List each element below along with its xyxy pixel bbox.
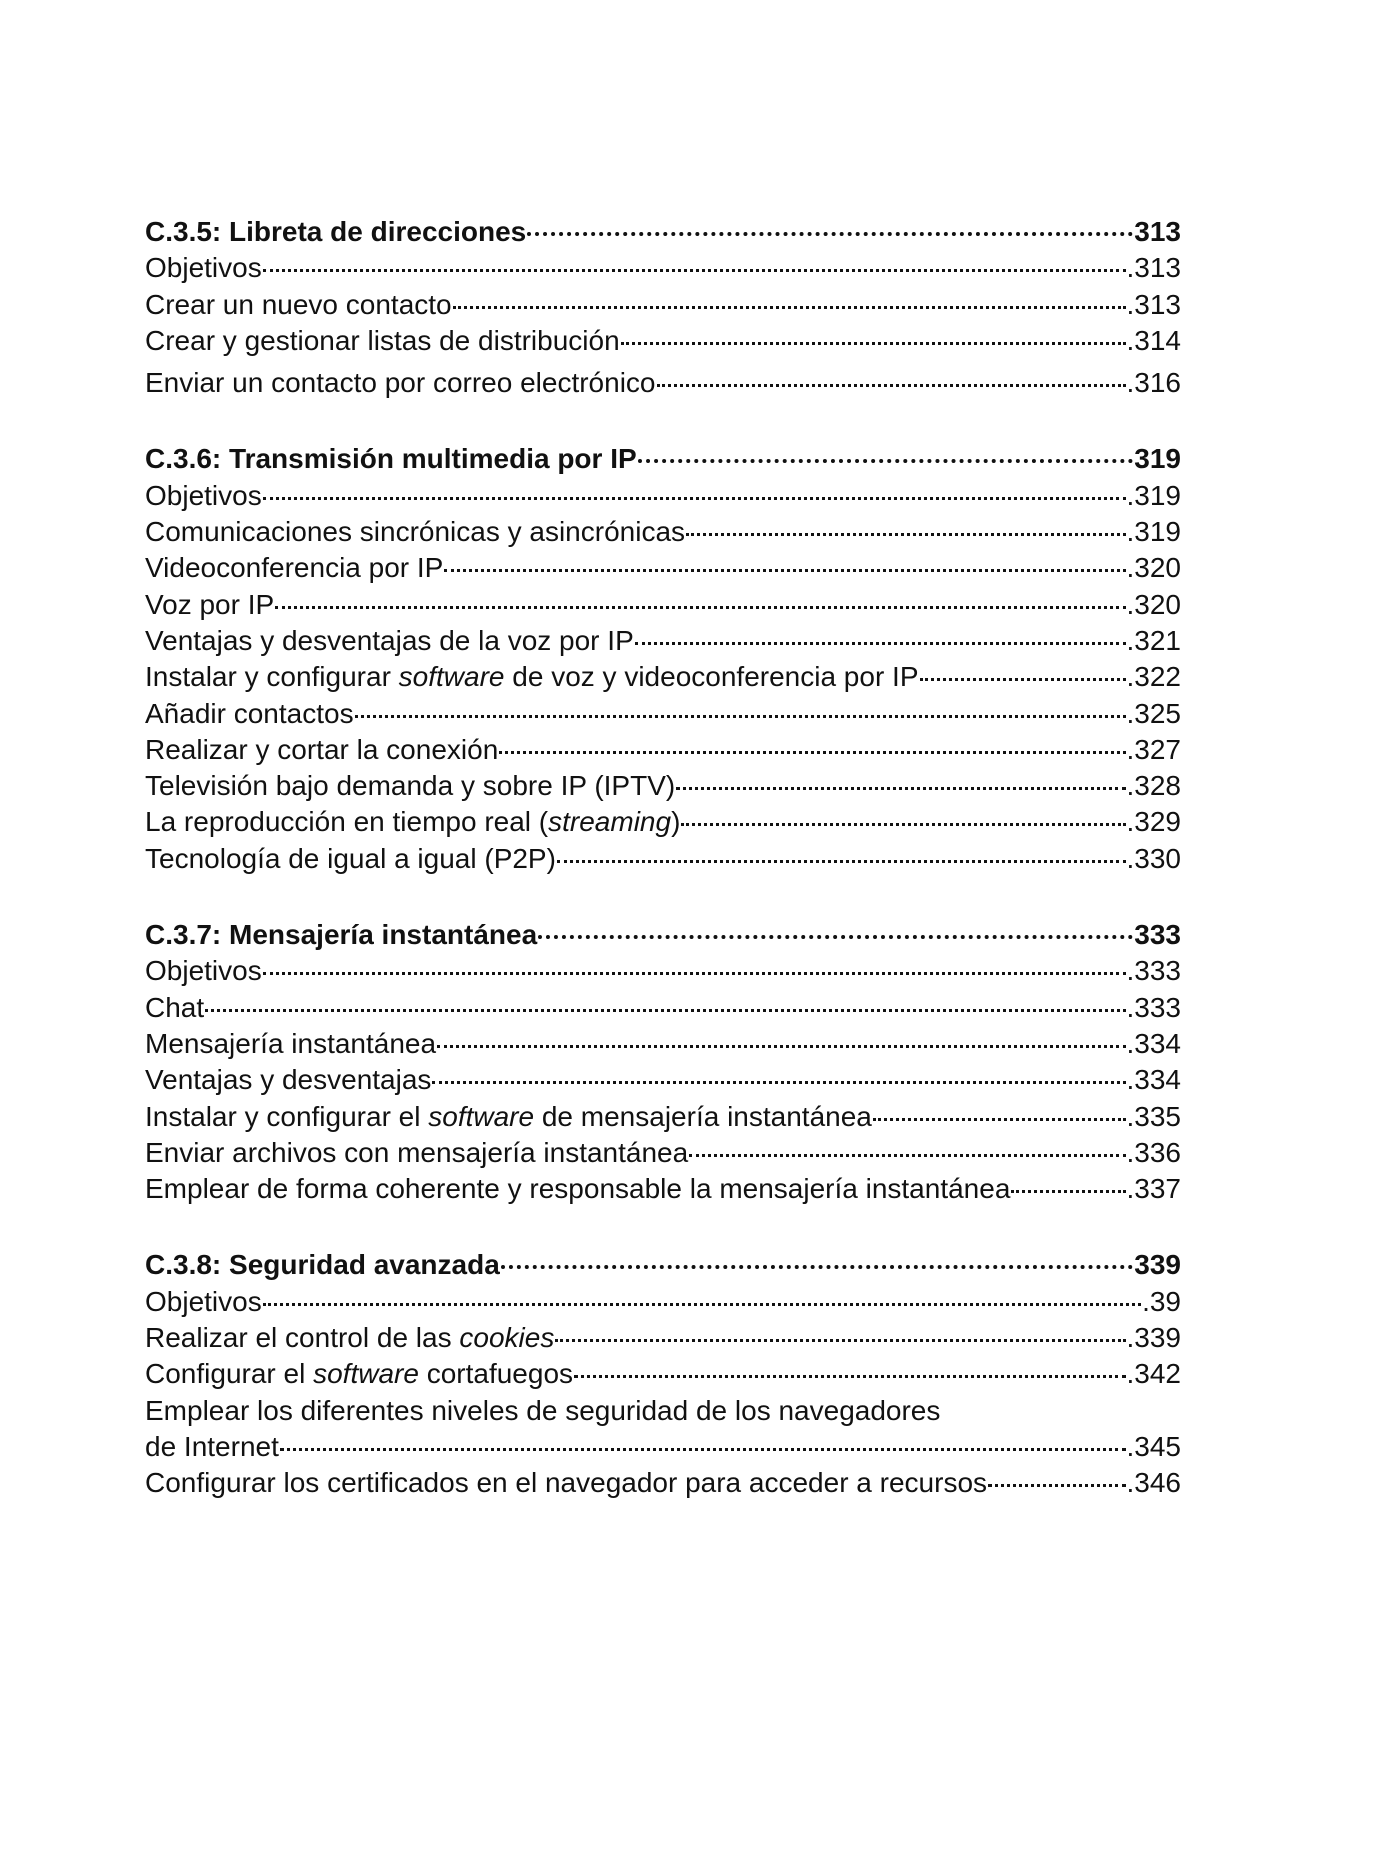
toc-page-number: .322 (1126, 661, 1181, 693)
toc-entry (145, 953, 1181, 989)
toc-section (145, 1247, 1181, 1501)
toc-entry (145, 623, 1181, 659)
toc-entry-title: Realizar y cortar la conexión (145, 733, 499, 765)
dot-leader (205, 1009, 1125, 1012)
toc-entry (145, 1135, 1181, 1171)
toc-entry-title: Ventajas y desventajas (145, 1064, 432, 1096)
dot-leader (453, 306, 1126, 309)
toc-entry-title: Mensajería instantánea (145, 1027, 437, 1059)
toc-entry (145, 990, 1181, 1026)
dot-leader (263, 972, 1126, 975)
toc-page-number: .329 (1126, 806, 1181, 838)
dot-leader (355, 715, 1126, 718)
toc-entry-title: Objetivos (145, 252, 262, 284)
dot-leader (676, 787, 1125, 790)
title-text: Instalar y configurar (145, 661, 399, 693)
toc-entry-title (145, 1099, 872, 1135)
dot-leader (681, 823, 1125, 826)
toc-entry (145, 841, 1181, 877)
dot-leader (557, 860, 1126, 863)
toc-entry (145, 365, 1181, 401)
toc-page-number: .39 (1142, 1285, 1181, 1317)
toc-section-heading (145, 441, 1181, 477)
title-italic-term: streaming (548, 806, 672, 838)
toc-entry (145, 1099, 1181, 1135)
title-italic-term: software (398, 661, 505, 693)
toc-entry (145, 696, 1181, 732)
dot-leader (920, 678, 1126, 681)
toc-entry (145, 1320, 1181, 1356)
toc-page-number: .333 (1126, 991, 1181, 1023)
toc-entry (145, 1356, 1181, 1392)
toc-section-heading (145, 917, 1181, 953)
dot-leader (988, 1484, 1125, 1487)
toc-entry-title: Objetivos (145, 479, 262, 511)
dot-leader (263, 269, 1126, 272)
toc-page-number: .325 (1126, 697, 1181, 729)
toc-heading-title: C.3.6: Transmisión multimedia por IP (145, 443, 637, 475)
toc-entry (145, 1284, 1181, 1320)
toc-heading-title: C.3.5: Libreta de direcciones (145, 216, 527, 247)
toc-page-number: .313 (1126, 252, 1181, 284)
dot-leader (689, 1154, 1125, 1157)
toc-page-number: 333 (1134, 919, 1181, 951)
toc-entry-title: Añadir contactos (145, 697, 354, 729)
title-text: Configurar el (145, 1358, 314, 1390)
toc-page-number: 313 (1134, 216, 1181, 247)
toc-entry-title: Enviar archivos con mensajería instantánea (145, 1136, 689, 1168)
dot-leader (499, 751, 1125, 754)
dot-leader (1011, 1190, 1125, 1193)
toc-page-number: .334 (1126, 1064, 1181, 1096)
toc-entry-title (145, 659, 919, 695)
toc-page-number: .316 (1126, 367, 1181, 399)
title-text: Instalar y configurar el (145, 1100, 429, 1132)
toc-page-number: .314 (1126, 324, 1181, 356)
toc-page-number: .346 (1126, 1467, 1181, 1499)
toc-entry-title: Crear y gestionar listas de distribución (145, 324, 620, 356)
toc-page-number: .328 (1126, 770, 1181, 802)
dot-leader (555, 1339, 1125, 1342)
toc-entry (145, 732, 1181, 768)
title-text: de voz y videoconferencia por IP (504, 661, 919, 693)
toc-page-number: .319 (1126, 479, 1181, 511)
dot-leader (527, 232, 1133, 236)
toc-page-number: .320 (1126, 552, 1181, 584)
dot-leader (275, 606, 1125, 609)
title-text: cortafuegos (418, 1358, 574, 1390)
toc-entry (145, 804, 1181, 840)
toc-page-number: .336 (1126, 1136, 1181, 1168)
toc-entry (145, 287, 1181, 323)
title-italic-term: software (313, 1358, 419, 1390)
toc-entry-title: Enviar un contacto por correo electrónico (145, 367, 656, 399)
toc-page-number: .335 (1126, 1100, 1181, 1132)
title-italic-term: cookies (459, 1322, 555, 1354)
toc-entry-title: Crear un nuevo contacto (145, 288, 452, 320)
toc-entry (145, 1465, 1181, 1501)
toc-entry (145, 1171, 1181, 1207)
toc-entry-title (145, 1320, 554, 1356)
toc-entry-title: Emplear de forma coherente y responsable la mensajería instantánea (145, 1173, 1011, 1205)
toc-page-number: .333 (1126, 955, 1181, 987)
title-text: La reproducción en tiempo real ( (145, 806, 549, 838)
toc-entry-title: Videoconferencia por IP (145, 552, 444, 584)
toc-entry (145, 1429, 1181, 1465)
dot-leader (574, 1375, 1125, 1378)
toc-section-heading (145, 214, 1181, 250)
toc-entry (145, 659, 1181, 695)
dot-leader (686, 533, 1125, 536)
toc-entry (145, 478, 1181, 514)
title-text: de mensajería instantánea (534, 1100, 872, 1132)
dot-leader (873, 1118, 1126, 1121)
toc-page-number: .320 (1126, 588, 1181, 620)
toc-page-number: .313 (1126, 288, 1181, 320)
toc-page-number: 339 (1134, 1249, 1181, 1281)
toc-entry-title (145, 1356, 573, 1392)
toc-heading-title: C.3.7: Mensajería instantánea (145, 919, 538, 951)
toc-section (145, 214, 1181, 401)
toc-entry-title: Objetivos (145, 955, 262, 987)
toc-entry (145, 550, 1181, 586)
toc-entry (145, 514, 1181, 550)
toc-page-number: .321 (1126, 624, 1181, 656)
toc-entry-title: Chat (145, 991, 205, 1023)
dot-leader (621, 342, 1126, 345)
toc-entry (145, 1062, 1181, 1098)
toc-entry (145, 768, 1181, 804)
toc-section (145, 441, 1181, 877)
toc-entry-title (145, 804, 680, 840)
toc-page-number: .330 (1126, 842, 1181, 874)
toc-entry (145, 250, 1181, 286)
toc-entry-title: Configurar los certificados en el navegador para acceder a recursos (145, 1467, 988, 1499)
dot-leader (432, 1081, 1125, 1084)
dot-leader (501, 1265, 1133, 1269)
toc-page-number: .342 (1126, 1358, 1181, 1390)
table-of-contents (145, 214, 1181, 1542)
toc-page-number: .334 (1126, 1027, 1181, 1059)
toc-entry (145, 323, 1181, 359)
dot-leader (437, 1045, 1125, 1048)
dot-leader (635, 642, 1126, 645)
toc-page-number: .319 (1126, 516, 1181, 548)
toc-page-number: .339 (1126, 1322, 1181, 1354)
toc-entry (145, 1026, 1181, 1062)
toc-entry-title: Objetivos (145, 1285, 262, 1317)
toc-heading-title: C.3.8: Seguridad avanzada (145, 1249, 500, 1281)
toc-entry-title-first-line: Emplear los diferentes niveles de seguridad de los navegadores (145, 1394, 941, 1426)
dot-leader (280, 1448, 1126, 1451)
toc-section-heading (145, 1247, 1181, 1283)
toc-entry-title: de Internet (145, 1430, 279, 1462)
dot-leader (263, 497, 1126, 500)
toc-entry-title: Tecnología de igual a igual (P2P) (145, 842, 556, 874)
toc-entry-title: Comunicaciones sincrónicas y asincrónicas (145, 516, 686, 548)
title-text: ) (671, 806, 681, 838)
toc-page-number: 319 (1134, 443, 1181, 475)
title-italic-term: software (428, 1100, 535, 1132)
toc-entry (145, 587, 1181, 623)
toc-entry-title: Televisión bajo demanda y sobre IP (IPTV) (145, 770, 676, 802)
dot-leader (638, 459, 1134, 463)
toc-page-number: .337 (1126, 1173, 1181, 1205)
toc-page-number: .327 (1126, 733, 1181, 765)
dot-leader (263, 1303, 1141, 1306)
toc-page-number: .345 (1126, 1430, 1181, 1462)
title-text: Realizar el control de las (145, 1322, 460, 1354)
toc-entry-title: Ventajas y desventajas de la voz por IP (145, 624, 634, 656)
toc-section (145, 917, 1181, 1207)
dot-leader (538, 935, 1133, 939)
toc-entry-title: Voz por IP (145, 588, 275, 620)
dot-leader (657, 384, 1126, 387)
dot-leader (444, 569, 1125, 572)
